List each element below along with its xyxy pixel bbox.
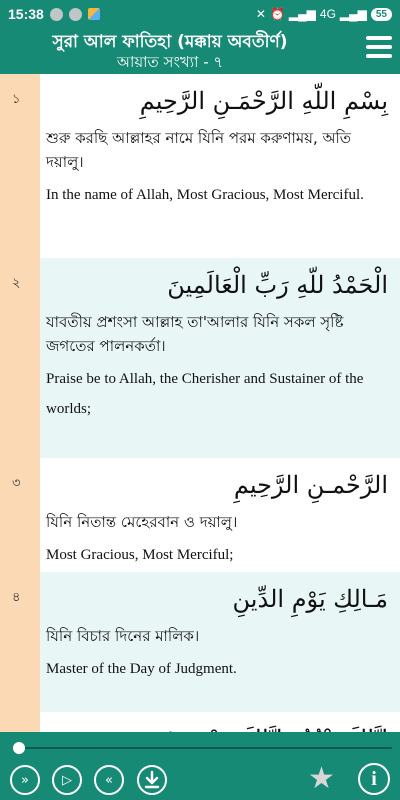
verse-item[interactable] bbox=[0, 258, 400, 458]
notification-icon bbox=[50, 8, 63, 21]
rewind-icon: « bbox=[105, 772, 113, 788]
verse-arabic: الْحَمْدُ للّهِ رَبِّ الْعَالَمِينَ bbox=[167, 271, 388, 299]
verse-arabic: بِسْمِ اللّهِ الرَّحْمَـنِ الرَّحِيمِ bbox=[139, 87, 388, 115]
alarm-icon: ⏰ bbox=[269, 7, 285, 21]
info-button[interactable] bbox=[358, 763, 390, 795]
seek-thumb[interactable] bbox=[13, 742, 25, 754]
verse-bangla: যিনি নিতান্ত মেহেরবান ও দয়ালু। bbox=[46, 513, 238, 532]
star-icon[interactable]: ★ bbox=[308, 761, 335, 796]
verse-body bbox=[40, 458, 400, 572]
rewind-button[interactable] bbox=[94, 765, 124, 795]
verse-number: ৪ bbox=[0, 572, 40, 712]
verse-list[interactable] bbox=[0, 74, 400, 732]
photos-icon bbox=[88, 8, 100, 20]
info-icon: i bbox=[371, 767, 377, 790]
verse-number: ২ bbox=[0, 258, 40, 458]
verse-english: Master of the Day of Judgment. bbox=[46, 661, 237, 678]
verse-body bbox=[40, 258, 400, 458]
status-bar bbox=[0, 0, 400, 28]
verse-count: আয়াত সংখ্যা - ৭ bbox=[116, 53, 224, 71]
verse-english: Praise be to Allah, the Cherisher and Sustainer of the worlds; bbox=[46, 371, 364, 418]
play-icon: ▷ bbox=[62, 772, 72, 788]
verse-english: In the name of Allah, Most Gracious, Most Merciful. bbox=[46, 187, 364, 204]
mute-icon: ✕ bbox=[255, 7, 266, 21]
notification-icon bbox=[69, 8, 82, 21]
verse-body bbox=[40, 572, 400, 712]
verse-item[interactable] bbox=[0, 74, 400, 258]
verse-english: Most Gracious, Most Merciful; bbox=[46, 547, 234, 564]
audio-player-bar bbox=[0, 732, 400, 800]
battery-icon: 55 bbox=[371, 8, 392, 21]
forward-icon: » bbox=[21, 772, 29, 788]
seek-bar[interactable] bbox=[18, 747, 392, 749]
network-type: 4G bbox=[319, 7, 336, 21]
signal-icon: ▂▄▆ bbox=[339, 7, 367, 21]
verse-number: ৩ bbox=[0, 458, 40, 572]
verse-body bbox=[40, 74, 400, 258]
menu-line bbox=[366, 45, 392, 49]
menu-line bbox=[366, 54, 392, 58]
verse-item[interactable] bbox=[0, 572, 400, 712]
verse-bangla: শুরু করছি আল্লাহর নামে যিনি পরম করুণাময়, অতি দয়ালু। bbox=[46, 129, 352, 172]
signal-icon: ▂▄▆ bbox=[288, 7, 316, 21]
verse-bangla: যিনি বিচার দিনের মালিক। bbox=[46, 627, 200, 646]
verse-number: ১ bbox=[0, 74, 40, 258]
menu-icon[interactable] bbox=[366, 36, 392, 58]
download-icon bbox=[144, 771, 160, 789]
surah-title: সুরা আল ফাতিহা (মক্কায় অবতীর্ণ) bbox=[52, 32, 288, 52]
app-header bbox=[0, 28, 400, 74]
verse-arabic: مَـالِكِ يَوْمِ الدِّينِ bbox=[232, 585, 388, 613]
status-time: 15:38 bbox=[8, 6, 44, 22]
play-button[interactable] bbox=[52, 765, 82, 795]
verse-arabic: الرَّحْمـنِ الرَّحِيمِ bbox=[233, 471, 388, 499]
verse-bangla: যাবতীয় প্রশংসা আল্লাহ তা'আলার যিনি সকল সৃষ্টি জগতের পালনকর্তা। bbox=[46, 313, 344, 356]
verse-item[interactable] bbox=[0, 458, 400, 572]
download-button[interactable] bbox=[137, 765, 167, 795]
menu-line bbox=[366, 36, 392, 40]
forward-button[interactable] bbox=[10, 765, 40, 795]
